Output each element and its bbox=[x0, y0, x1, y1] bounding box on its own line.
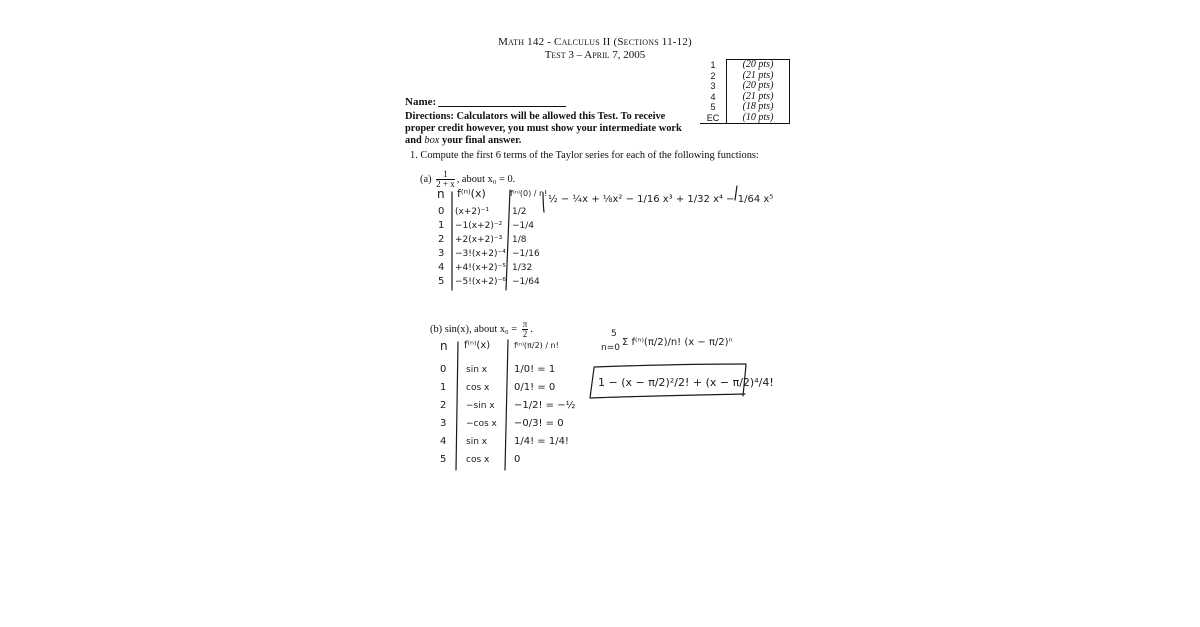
sum-lower-limit: n=0 bbox=[601, 343, 620, 353]
table-a-header-coef: f⁽ⁿ⁾(0) / n! bbox=[510, 189, 548, 198]
directions-text-2: your final answer. bbox=[442, 135, 522, 146]
table-b-n: 3 bbox=[440, 418, 447, 429]
table-b-derivative: sin x bbox=[466, 437, 488, 447]
score-problem: 4 bbox=[700, 92, 727, 103]
table-a-derivative: +4!(x+2)⁻⁵ bbox=[455, 263, 506, 273]
score-points: (10 pts) bbox=[727, 113, 790, 124]
table-a-n: 0 bbox=[438, 206, 445, 217]
table-b-coefficient: 0/1! = 0 bbox=[514, 382, 556, 393]
table-b-derivative: cos x bbox=[466, 455, 490, 465]
course-title: Math 142 - Calculus II (Sections 11-12) bbox=[498, 36, 692, 48]
table-a-header-n: n bbox=[437, 187, 445, 201]
table-a-n: 1 bbox=[438, 220, 445, 231]
table-b-derivative: cos x bbox=[466, 383, 490, 393]
table-a-derivative: +2(x+2)⁻³ bbox=[455, 235, 503, 245]
table-b-coefficient: −0/3! = 0 bbox=[514, 418, 564, 429]
table-a-coefficient: 1/32 bbox=[512, 263, 533, 273]
table-a-coefficient: 1/2 bbox=[512, 207, 527, 217]
table-b-coefficient: 0 bbox=[514, 454, 521, 465]
name-label: Name: bbox=[405, 96, 437, 108]
score-points: (21 pts) bbox=[727, 71, 790, 82]
question-1: 1. Compute the first 6 terms of the Taylor series for each of the following functions: bbox=[410, 150, 759, 161]
part-a-denominator: 2 + x bbox=[436, 179, 455, 189]
answer-b-box-bottom bbox=[591, 394, 745, 398]
score-points: (18 pts) bbox=[727, 102, 790, 113]
table-a-coefficient: 1/8 bbox=[512, 235, 527, 245]
directions-label: Directions: bbox=[405, 111, 454, 122]
part-a-label: (a) bbox=[420, 173, 432, 185]
table-a-n: 4 bbox=[438, 262, 445, 273]
directions-text-1: Calculators will be allowed this Test. To receive proper credit however, you must show your intermediate work and bbox=[405, 111, 682, 146]
table-a-header-deriv: f⁽ⁿ⁾(x) bbox=[457, 187, 486, 200]
table-b-header-coef: f⁽ⁿ⁾(π/2) / n! bbox=[514, 341, 559, 350]
part-a-about: , about x₀ = 0. bbox=[456, 173, 516, 185]
part-a-numerator: 1 bbox=[436, 170, 455, 180]
table-b-header-deriv: f⁽ⁿ⁾(x) bbox=[464, 340, 491, 351]
score-points: (20 pts) bbox=[727, 81, 790, 92]
table-b-n: 1 bbox=[440, 382, 447, 393]
score-problem: 3 bbox=[700, 81, 727, 92]
table-b-coefficient: 1/0! = 1 bbox=[514, 364, 556, 375]
score-problem: 5 bbox=[700, 102, 727, 113]
answer-b-box-top bbox=[594, 364, 746, 367]
score-points: (20 pts) bbox=[727, 60, 790, 71]
table-b-divider-2 bbox=[505, 340, 508, 470]
table-b-header-n: n bbox=[440, 339, 448, 353]
score-points: (21 pts) bbox=[727, 92, 790, 103]
table-b-n: 0 bbox=[440, 364, 447, 375]
part-b-end: . bbox=[530, 323, 533, 335]
table-a-divider-2 bbox=[506, 190, 510, 290]
table-a-n: 5 bbox=[438, 276, 445, 287]
table-a-derivative: −5!(x+2)⁻⁶ bbox=[455, 277, 506, 287]
sum-formula: Σ f⁽ⁿ⁾(π/2)/n! (x − π/2)ⁿ bbox=[622, 337, 733, 348]
score-problem: EC bbox=[700, 113, 727, 124]
table-b-coefficient: −1/2! = −½ bbox=[514, 400, 576, 411]
sum-upper-limit: 5 bbox=[611, 329, 617, 339]
table-b-n: 4 bbox=[440, 436, 447, 447]
part-b-label: (b) sin(x), about x₀ = bbox=[430, 323, 518, 335]
directions-box-word: box bbox=[424, 135, 440, 146]
table-a-coefficient: −1/4 bbox=[512, 221, 535, 231]
table-a-derivative: −3!(x+2)⁻⁴ bbox=[455, 249, 506, 259]
table-b-derivative: −sin x bbox=[466, 401, 495, 411]
table-b-n: 2 bbox=[440, 400, 447, 411]
answer-b-box-left bbox=[590, 368, 594, 398]
table-a-derivative: (x+2)⁻¹ bbox=[455, 207, 489, 217]
answer-a: ½ − ¼x + ⅛x² − 1/16 x³ + 1/32 x⁴ − 1/64 x⁵ bbox=[548, 194, 774, 205]
table-b-coefficient: 1/4! = 1/4! bbox=[514, 436, 569, 447]
table-a-derivative: −1(x+2)⁻² bbox=[455, 221, 503, 231]
table-a-coefficient: −1/16 bbox=[512, 249, 540, 259]
table-a-n: 3 bbox=[438, 248, 445, 259]
table-a-n: 2 bbox=[438, 234, 445, 245]
test-date: Test 3 – April 7, 2005 bbox=[544, 49, 646, 61]
answer-b: 1 − (x − π/2)²/2! + (x − π/2)⁴/4! bbox=[598, 376, 774, 389]
score-problem: 1 bbox=[700, 60, 727, 71]
score-problem: 2 bbox=[700, 71, 727, 82]
table-b-derivative: −cos x bbox=[466, 419, 497, 429]
table-b-n: 5 bbox=[440, 454, 447, 465]
part-b-denominator: 2 bbox=[522, 329, 528, 339]
table-a-coefficient: −1/64 bbox=[512, 277, 540, 287]
part-b-numerator: π bbox=[522, 319, 528, 329]
table-b-derivative: sin x bbox=[466, 365, 488, 375]
table-b-divider-1 bbox=[456, 342, 458, 470]
